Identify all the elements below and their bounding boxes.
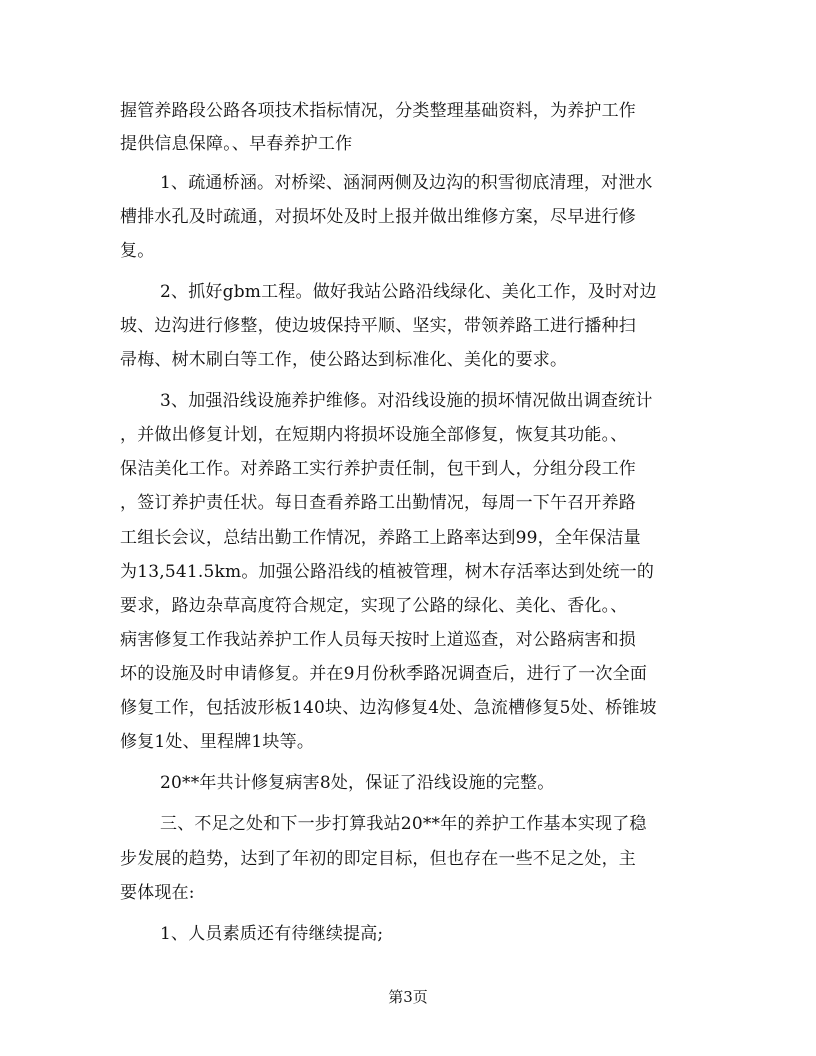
paragraph-line: 1、疏通桥涵。对桥梁、涵洞两侧及边沟的积雪彻底清理，对泄水 <box>160 173 653 193</box>
paragraph-line: 坡、边沟进行修整，使边坡保持平顺、坚实，带领养路工进行播种扫 <box>120 316 636 336</box>
paragraph-line: 3、加强沿线设施养护维修。对沿线设施的损坏情况做出调查统计 <box>160 391 653 411</box>
paragraph-line: 三、不足之处和下一步打算我站20**年的养护工作基本实现了稳 <box>160 814 647 834</box>
paragraph-line: 20**年共计修复病害8处，保证了沿线设施的完整。 <box>160 773 555 793</box>
paragraph-line: 握管养路段公路各项技术指标情况，分类整理基础资料，为养护工作 <box>120 101 636 121</box>
paragraph-line: 坏的设施及时申请修复。并在9月份秋季路况调查后，进行了一次全面 <box>120 664 648 684</box>
paragraph-line: 1、人员素质还有待继续提高; <box>160 924 384 944</box>
paragraph-line: 要求，路边杂草高度符合规定，实现了公路的绿化、美化、香化。、 <box>120 596 628 616</box>
paragraph-line: 复。 <box>120 241 155 261</box>
paragraph-line: 修复1处、里程牌1块等。 <box>120 732 315 752</box>
paragraph-line: 为13,541.5km。加强公路沿线的植被管理，树木存活率达到处统一的 <box>120 562 655 582</box>
paragraph-line: 保洁美化工作。对养路工实行养护责任制，包干到人，分组分段工作 <box>120 459 636 479</box>
paragraph-line: 步发展的趋势，达到了年初的即定目标，但也存在一些不足之处，主 <box>120 849 636 869</box>
paragraph-line: 修复工作，包括波形板140块、边沟修复4处、急流槽修复5处、桥锥坡 <box>120 698 657 718</box>
paragraph-line: 病害修复工作我站养护工作人员每天按时上道巡查，对公路病害和损 <box>120 630 636 650</box>
paragraph-line: 工组长会议，总结出勤工作情况，养路工上路率达到99，全年保洁量 <box>120 528 641 548</box>
paragraph-line: 帚梅、树木刷白等工作，使公路达到标准化、美化的要求。 <box>120 350 568 370</box>
paragraph-line: 提供信息保障。、早春养护工作 <box>120 134 353 154</box>
paragraph-line: ，并做出修复计划，在短期内将损坏设施全部修复，恢复其功能。、 <box>120 425 628 445</box>
paragraph-line: ，签订养护责任状。每日查看养路工出勤情况，每周一下午召开养路 <box>120 493 636 513</box>
page-number: 第3页 <box>388 988 428 1006</box>
paragraph-line: 要体现在: <box>120 883 195 903</box>
paragraph-line: 2、抓好gbm工程。做好我站公路沿线绿化、美化工作，及时对边 <box>160 282 657 302</box>
paragraph-line: 槽排水孔及时疏通，对损坏处及时上报并做出维修方案，尽早进行修 <box>120 207 636 227</box>
